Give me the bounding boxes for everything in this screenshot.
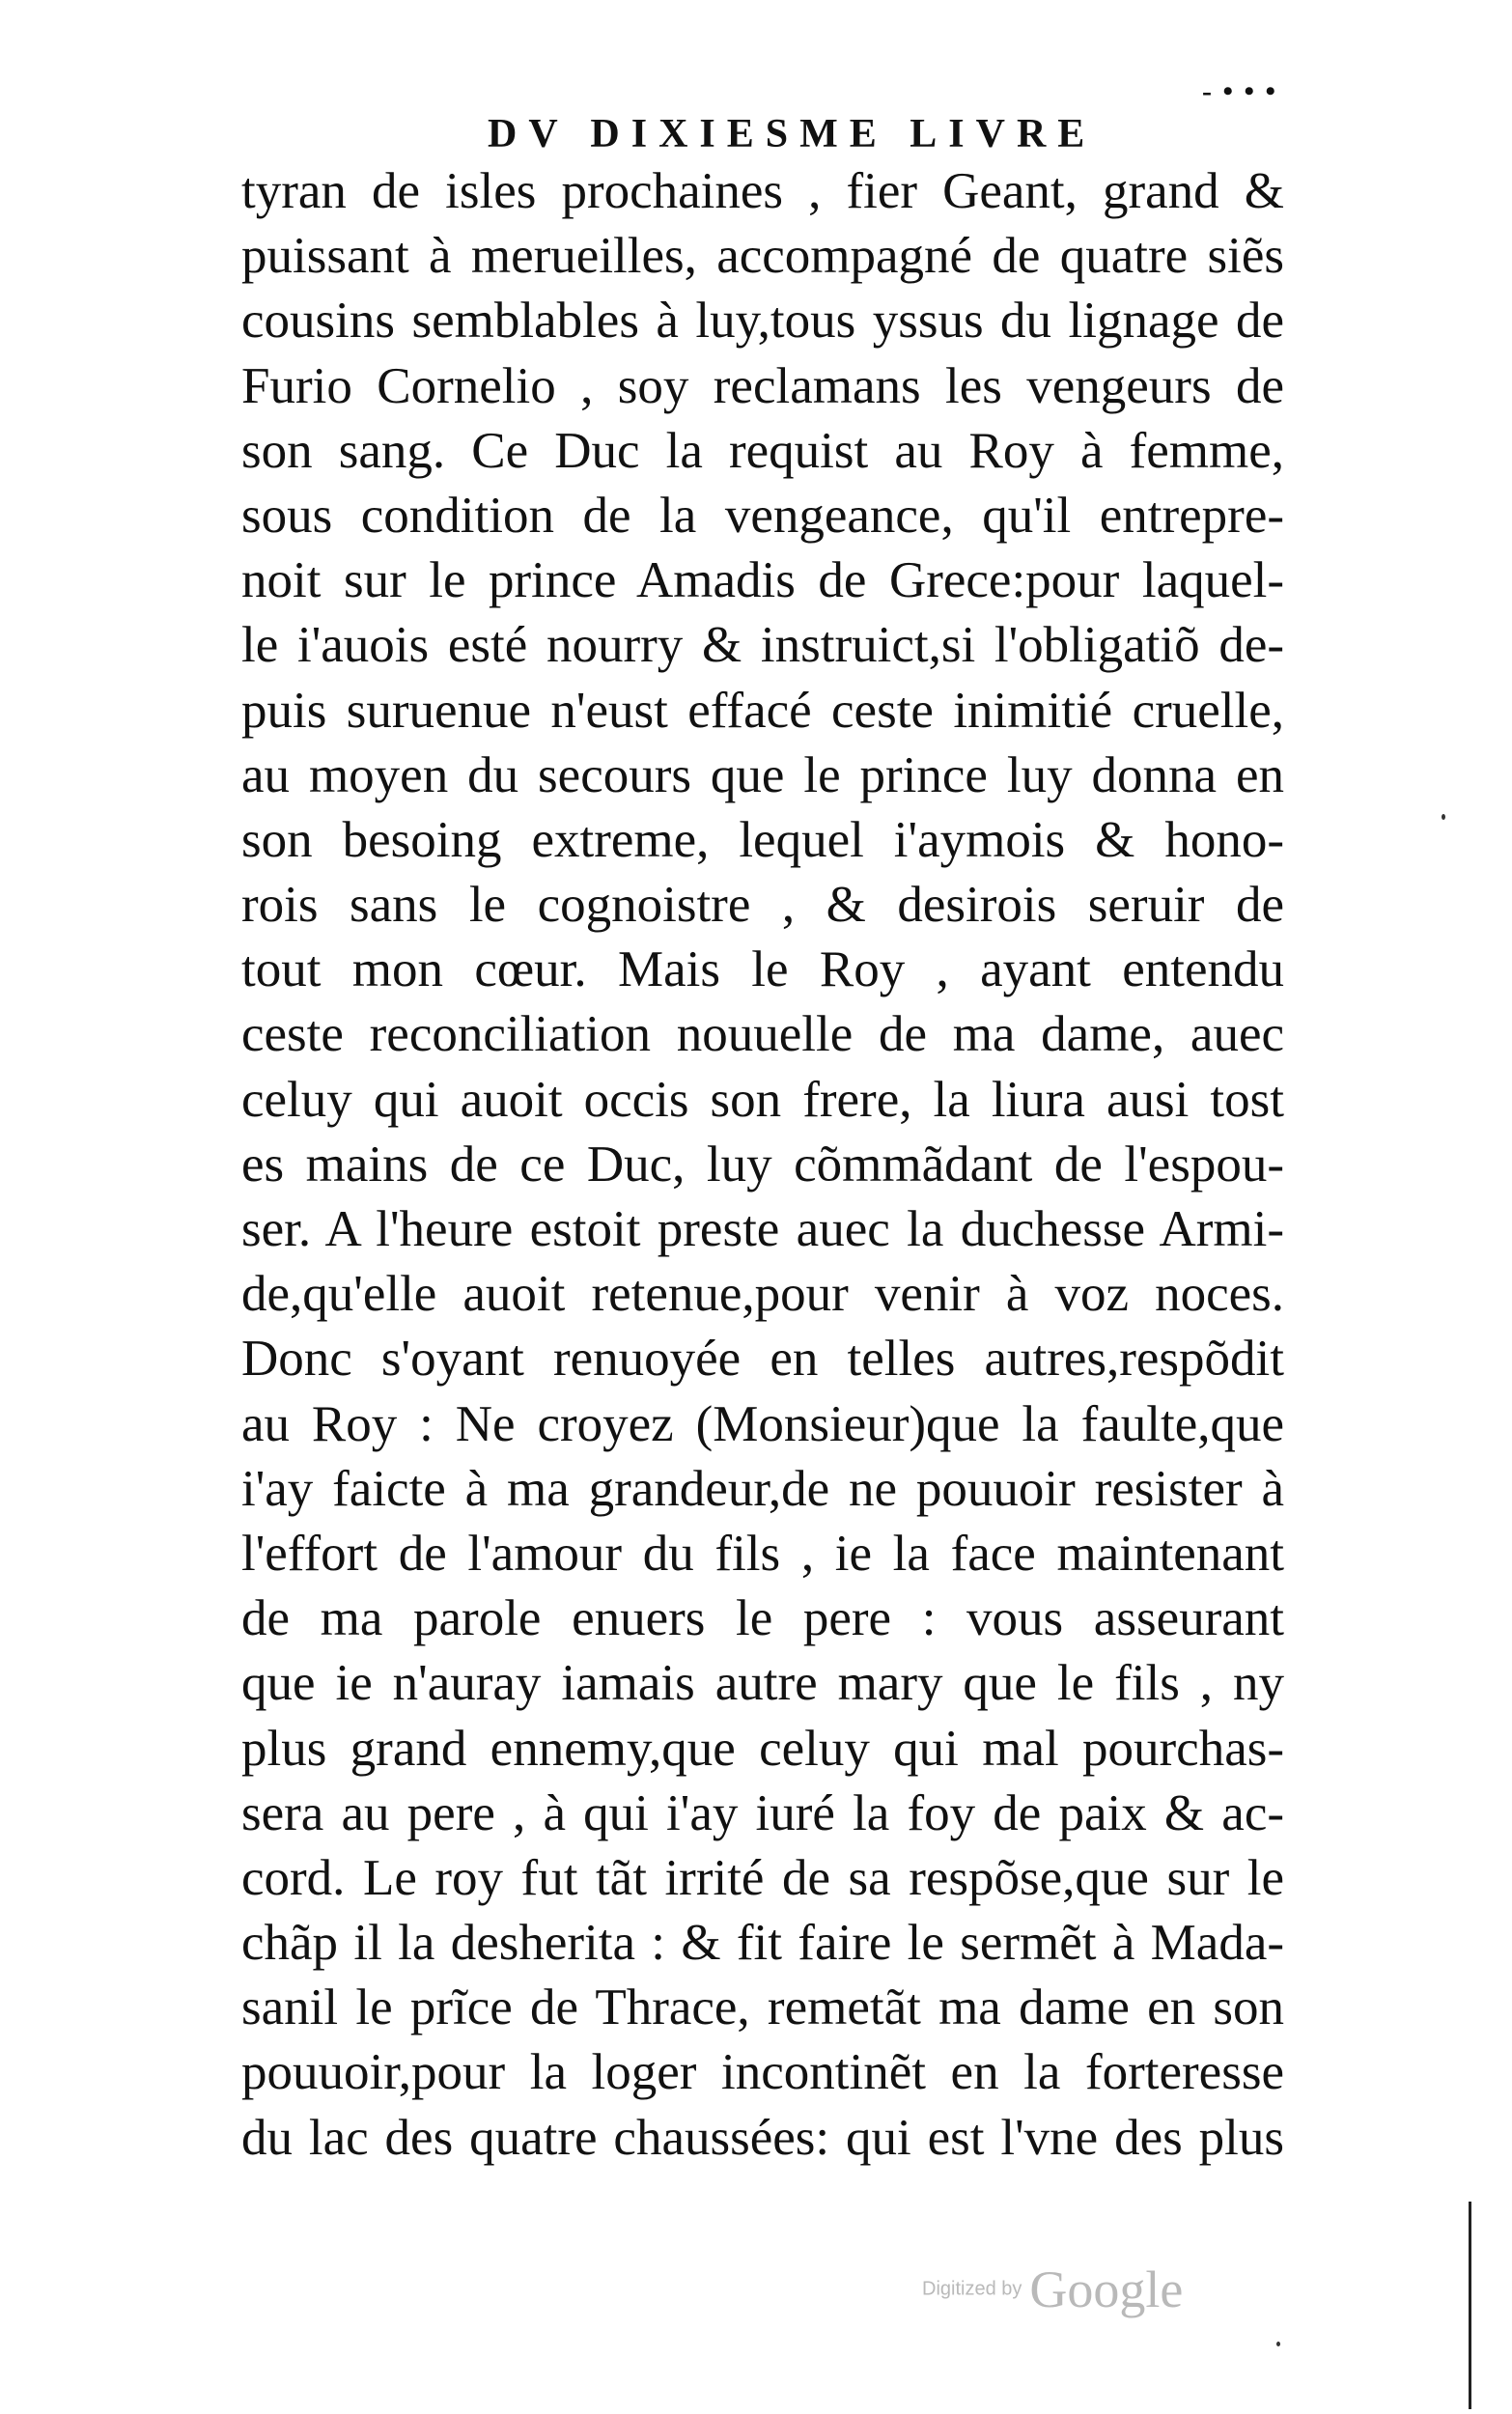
watermark-caption: Digitized by	[922, 2278, 1022, 2300]
text-line: celuy qui auoit occis son frere, la liura ausi tost	[241, 1071, 1284, 1128]
text-line: au moyen du secours que le prince luy donna en	[241, 746, 1284, 803]
text-line: sera au pere , à qui i'ay iuré la foy de paix & ac-	[241, 1784, 1284, 1841]
body-text	[241, 159, 1284, 2171]
google-logo: Google	[1029, 2260, 1184, 2318]
text-line: tyran de isles prochaines , fier Geant, grand &	[241, 163, 1284, 219]
text-line: pouuoir,pour la loger incontinẽt en la forteresse	[241, 2044, 1284, 2101]
head-ornament-dots: - • • •	[1202, 75, 1277, 107]
ink-speck	[1276, 2342, 1280, 2346]
text-line: i'ay faicte à ma grandeur,de ne pouuoir resister à	[241, 1460, 1284, 1517]
ink-speck	[1442, 814, 1445, 820]
text-line: chãp il la desherita : & fit faire le sermẽt à Mada-	[241, 1915, 1284, 1972]
text-line: du lac des quatre chaussées: qui est l'vne des plus	[241, 2109, 1284, 2166]
text-line: rois sans le cognoistre , & desirois seruir de	[241, 877, 1284, 934]
text-line: cousins semblables à luy,tous yssus du lignage de	[241, 293, 1284, 350]
text-line: es mains de ce Duc, luy cõmmãdant de l'espou-	[241, 1136, 1284, 1193]
text-line: l'effort de l'amour du fils , ie la face maintenant	[241, 1525, 1284, 1582]
margin-rule	[1469, 2202, 1471, 2409]
digitized-by-google-watermark	[922, 2260, 1183, 2319]
text-line: le i'auois esté nourry & instruict,si l'obligatiõ de-	[241, 617, 1284, 674]
text-line: ser. A l'heure estoit preste auec la duchesse Armi-	[241, 1201, 1284, 1257]
text-line: de ma parole enuers le pere : vous asseurant	[241, 1590, 1284, 1647]
text-line: sanil le prĩce de Thrace, remetãt ma dame en son	[241, 1979, 1284, 2036]
text-line: cord. Le roy fut tãt irrité de sa respõse,que sur le	[241, 1849, 1284, 1906]
text-line: puis suruenue n'eust effacé ceste inimitié cruelle,	[241, 682, 1284, 739]
text-line: Donc s'oyant renuoyée en telles autres,respõdit	[241, 1331, 1284, 1388]
text-line: plus grand ennemy,que celuy qui mal pourchas-	[241, 1720, 1284, 1777]
running-head: DV DIXIESME LIVRE	[488, 112, 1097, 156]
text-line: que ie n'auray iamais autre mary que le fils , ny	[241, 1655, 1284, 1712]
text-line: noit sur le prince Amadis de Grece:pour laquel-	[241, 552, 1284, 609]
text-line: au Roy : Ne croyez (Monsieur)que la faulte,que	[241, 1395, 1284, 1452]
text-line: puissant à merueilles, accompagné de quatre siẽs	[241, 228, 1284, 285]
text-line: tout mon cœur. Mais le Roy , ayant entendu	[241, 941, 1284, 998]
text-line: de,qu'elle auoit retenue,pour venir à voz noces.	[241, 1266, 1284, 1323]
text-line: Furio Cornelio , soy reclamans les vengeurs de	[241, 357, 1284, 414]
text-line: son besoing extreme, lequel i'aymois & hono-	[241, 811, 1284, 868]
text-line: sous condition de la vengeance, qu'il entrepre-	[241, 487, 1284, 544]
text-line: son sang. Ce Duc la requist au Roy à femme,	[241, 422, 1284, 479]
text-line: ceste reconciliation nouuelle de ma dame, auec	[241, 1006, 1284, 1063]
